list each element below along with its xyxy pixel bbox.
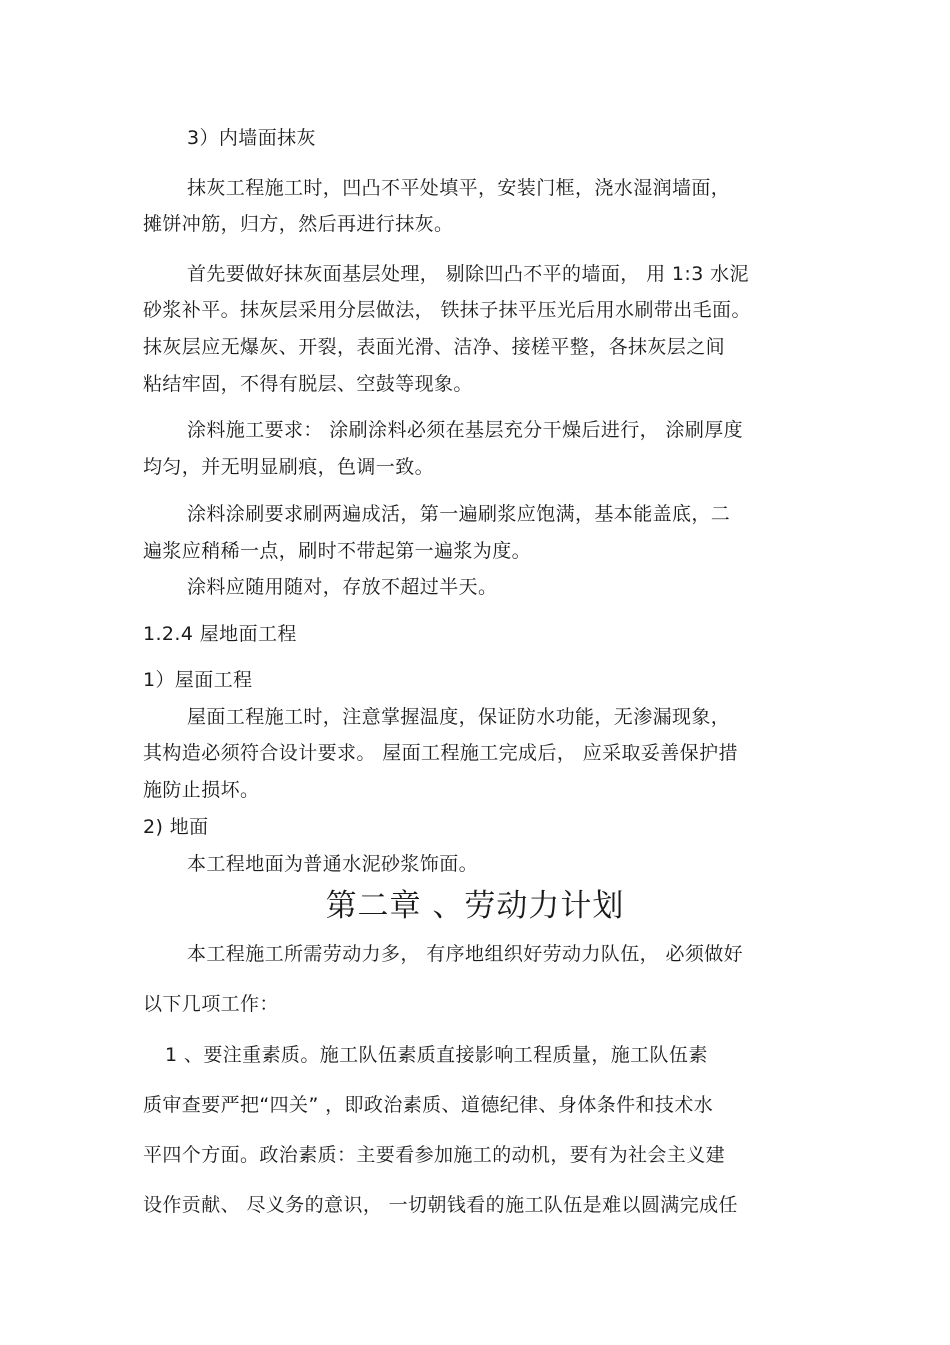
- paragraph-line: 粘结牢固，不得有脱层、空鼓等现象。: [143, 373, 473, 395]
- paragraph-line: 首先要做好抹灰面基层处理， 剔除凹凸不平的墙面， 用 1:3 水泥: [187, 263, 749, 285]
- subsection-heading-floor: 2) 地面: [143, 816, 209, 838]
- paragraph-line: 涂料涂刷要求刷两遍成活，第一遍刷浆应饱满，基本能盖底，二: [187, 503, 731, 525]
- paragraph-line: 抹灰工程施工时，凹凸不平处填平，安装门框，浇水湿润墙面，: [187, 177, 731, 199]
- paragraph-line: 本工程施工所需劳动力多， 有序地组织好劳动力队伍， 必须做好: [187, 943, 744, 965]
- paragraph-line: 屋面工程施工时，注意掌握温度，保证防水功能，无渗漏现象，: [187, 706, 731, 728]
- subsection-heading-interior-plastering: 3）内墙面抹灰: [187, 127, 316, 149]
- section-heading-1-2-4: 1.2.4 屋地面工程: [143, 623, 297, 645]
- paragraph-line: 均匀，并无明显刷痕，色调一致。: [143, 456, 435, 478]
- paragraph-line: 以下几项工作：: [143, 993, 279, 1015]
- paragraph-line: 施防止损坏。: [143, 779, 260, 801]
- paragraph-line: 涂料施工要求： 涂刷涂料必须在基层充分干燥后进行， 涂刷厚度: [187, 419, 744, 441]
- paragraph-line: 抹灰层应无爆灰、开裂，表面光滑、洁净、接槎平整，各抹灰层之间: [143, 336, 726, 358]
- paragraph-line: 摊饼冲筋，归方，然后再进行抹灰。: [143, 213, 454, 235]
- paragraph-line: 质审查要严把“四关” ，即政治素质、道德纪律、身体条件和技术水: [143, 1094, 714, 1116]
- paragraph-line: 其构造必须符合设计要求。 屋面工程施工完成后， 应采取妥善保护措: [143, 742, 738, 764]
- subsection-heading-roof: 1）屋面工程: [143, 669, 253, 691]
- chapter-title: 第二章 、劳动力计划: [325, 888, 625, 924]
- paragraph-line: 砂浆补平。抹灰层采用分层做法， 铁抹子抹平压光后用水刷带出毛面。: [143, 299, 751, 321]
- paragraph-line: 涂料应随用随对，存放不超过半天。: [187, 576, 498, 598]
- paragraph-line: 1 、要注重素质。施工队伍素质直接影响工程质量，施工队伍素: [165, 1044, 708, 1066]
- paragraph-line: 本工程地面为普通水泥砂浆饰面。: [187, 853, 479, 875]
- paragraph-line: 设作贡献、 尽义务的意识， 一切朝钱看的施工队伍是难以圆满完成任: [143, 1194, 738, 1216]
- paragraph-line: 遍浆应稍稀一点，刷时不带起第一遍浆为度。: [143, 540, 532, 562]
- paragraph-line: 平四个方面。政治素质：主要看参加施工的动机，要有为社会主义建: [143, 1144, 726, 1166]
